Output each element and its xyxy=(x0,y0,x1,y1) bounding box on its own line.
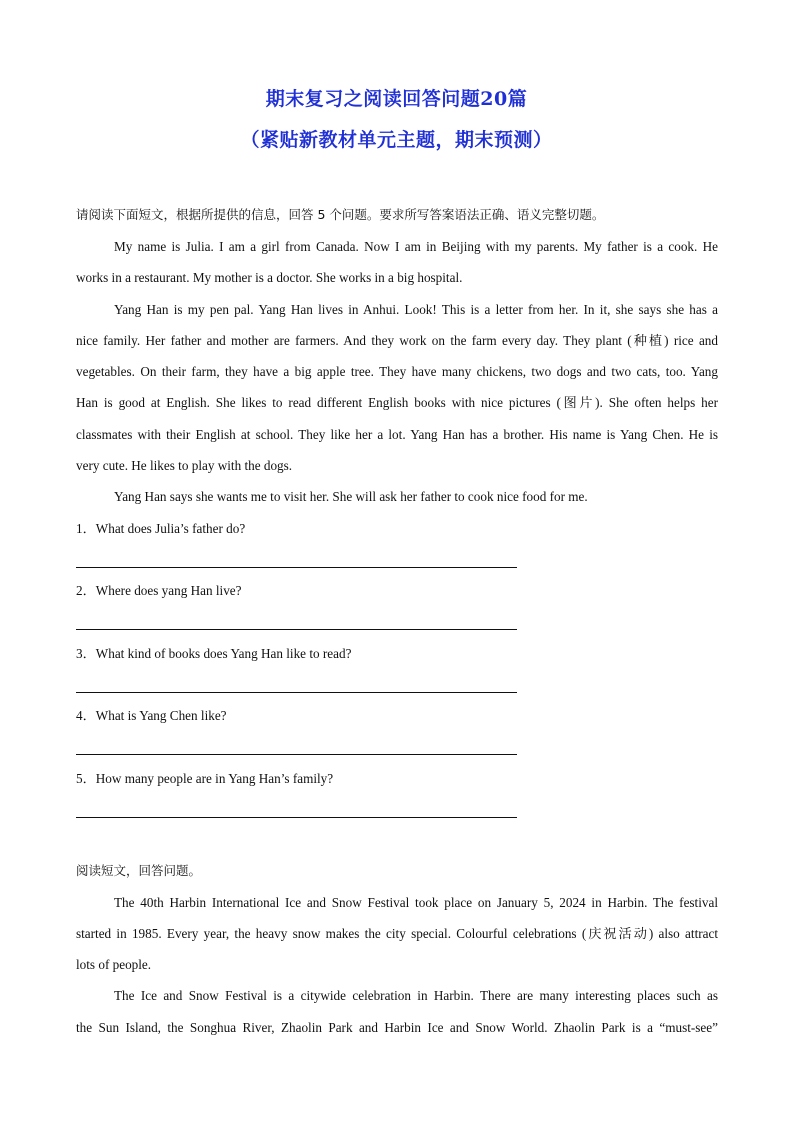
question-5: 5．How many people are in Yang Han’s family? xyxy=(76,771,334,786)
question-3: 3．What kind of books does Yang Han like to read? xyxy=(76,646,352,661)
passage1-line: works in a restaurant. My mother is a doctor. She works in a big hospital. xyxy=(76,270,463,285)
passage1-line: Yang Han is my pen pal. Yang Han lives in Anhui. Look! This is a letter from her. In it, she says she has a xyxy=(114,302,718,317)
passage1-line: very cute. He likes to play with the dogs. xyxy=(76,458,293,473)
question-4: 4．What is Yang Chen like? xyxy=(76,708,227,723)
document-subtitle: （紧贴新教材单元主题，期末预测） xyxy=(240,129,553,151)
answer-line-3[interactable] xyxy=(76,692,517,693)
answer-line-5[interactable] xyxy=(76,817,517,818)
answer-line-4[interactable] xyxy=(76,754,517,755)
answer-line-1[interactable] xyxy=(76,567,517,568)
passage1-line: nice family. Her father and mother are farmers. And they work on the farm every day. They plant (种植) rice and xyxy=(76,333,718,348)
section2-instruction: 阅读短文，回答问题。 xyxy=(76,863,202,878)
passage2-line: The Ice and Snow Festival is a citywide celebration in Harbin. There are many interesting places such as xyxy=(114,988,718,1003)
answer-line-2[interactable] xyxy=(76,629,517,630)
passage1-line: vegetables. On their farm, they have a big apple tree. They have many chickens, two dogs and two cats, too. Yang xyxy=(76,364,718,379)
passage1-line: Yang Han says she wants me to visit her. She will ask her father to cook nice food for me. xyxy=(114,489,588,504)
passage1-line: classmates with their English at school. They like her a lot. Yang Han has a brother. His name is Yang Chen. He is xyxy=(76,427,718,442)
question-1: 1．What does Julia’s father do? xyxy=(76,521,246,536)
passage2-line: the Sun Island, the Songhua River, Zhaolin Park and Harbin Ice and Snow World. Zhaolin Park is a “must-see” xyxy=(76,1020,718,1035)
question-2: 2．Where does yang Han live? xyxy=(76,583,242,598)
section1-instruction: 请阅读下面短文，根据所提供的信息，回答 5 个问题。要求所写答案语法正确、语义完整切题。 xyxy=(76,207,605,222)
passage1-line: Han is good at English. She likes to read different English books with nice pictures (图片). She often helps her xyxy=(76,395,718,410)
passage2-line: The 40th Harbin International Ice and Snow Festival took place on January 5, 2024 in Harbin. The festival xyxy=(114,895,718,910)
passage2-line: started in 1985. Every year, the heavy snow makes the city special. Colourful celebrations (庆祝活动) also attract xyxy=(76,926,718,941)
passage1-line: My name is Julia. I am a girl from Canada. Now I am in Beijing with my parents. My father is a cook. He xyxy=(114,239,718,254)
document-title: 期末复习之阅读回答问题20篇 xyxy=(265,88,528,110)
passage2-line: lots of people. xyxy=(76,957,152,972)
